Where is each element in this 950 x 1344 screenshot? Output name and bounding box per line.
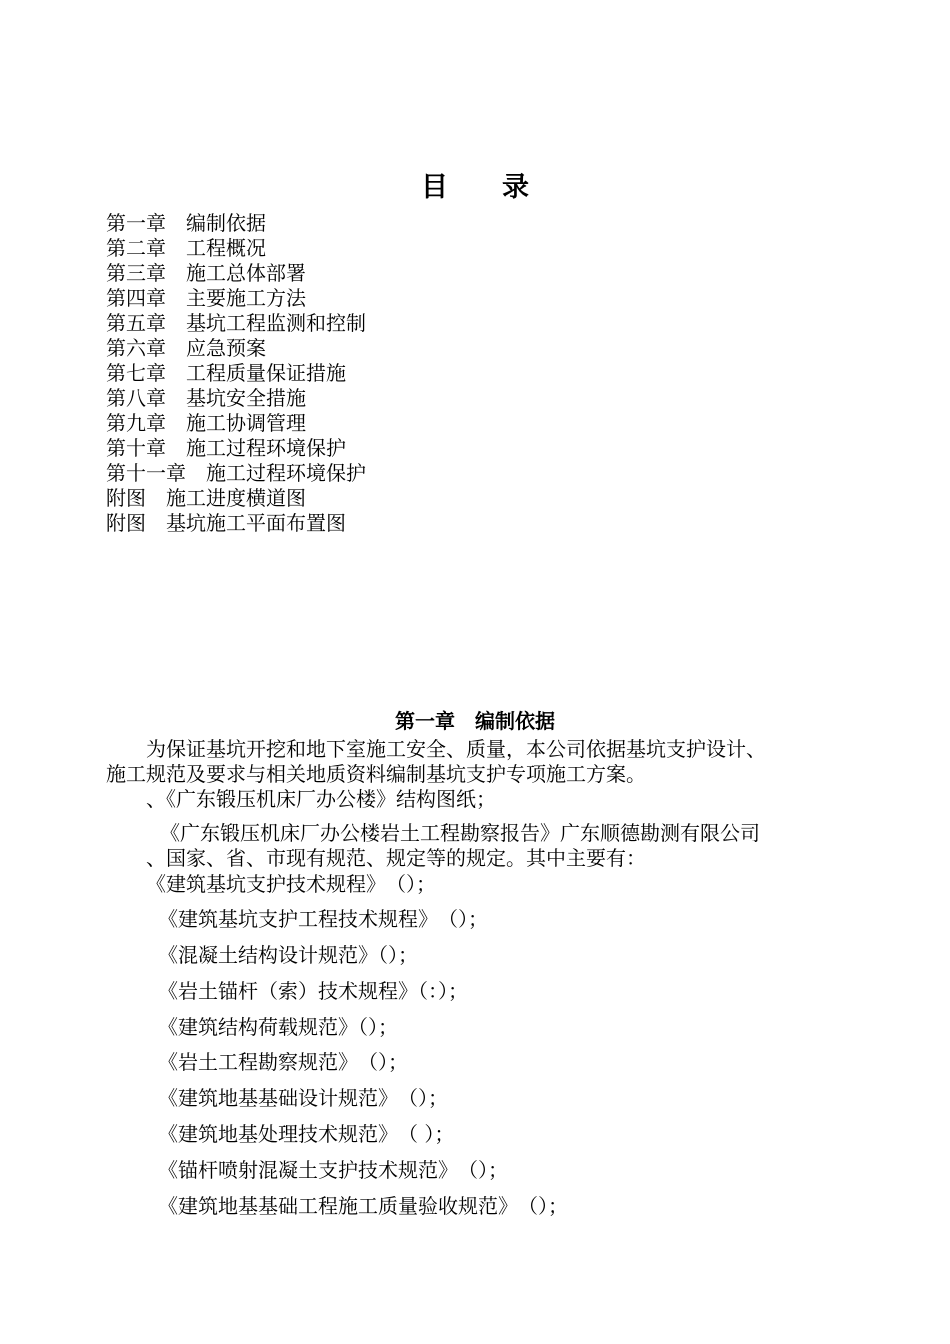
standard-item: 《混凝土结构设计规范》（）； bbox=[158, 943, 418, 967]
toc-item-number: 第七章 bbox=[106, 361, 166, 385]
standard-item: 《建筑基坑支护工程技术规程》 （）； bbox=[158, 907, 488, 931]
toc-item-number: 第四章 bbox=[106, 286, 166, 310]
standard-item: 《建筑地基基础设计规范》 （）； bbox=[158, 1086, 448, 1110]
toc-item-title: 工程质量保证措施 bbox=[186, 361, 346, 385]
toc-item-number: 附图 bbox=[106, 511, 146, 535]
chapter-heading bbox=[0, 707, 950, 735]
toc-item bbox=[106, 411, 366, 436]
toc-item-number: 第二章 bbox=[106, 236, 166, 260]
toc-item-title: 主要施工方法 bbox=[186, 286, 306, 310]
standard-item: 《锚杆喷射混凝土支护技术规范》 （）； bbox=[158, 1158, 508, 1182]
toc-item bbox=[106, 361, 366, 386]
intro-paragraph-line-1: 为保证基坑开挖和地下室施工安全、质量，本公司依据基坑支护设计、 bbox=[146, 737, 766, 761]
toc-title-right: 录 bbox=[502, 172, 529, 203]
toc-item-number: 第八章 bbox=[106, 386, 166, 410]
toc-list bbox=[106, 211, 366, 536]
standard-item: 《岩土锚杆（索）技术规程》（：）； bbox=[158, 979, 468, 1003]
toc-item-title: 基坑安全措施 bbox=[186, 386, 306, 410]
toc-title-left: 目 bbox=[421, 172, 448, 203]
toc-title bbox=[0, 168, 950, 208]
toc-item bbox=[106, 511, 366, 536]
toc-item bbox=[106, 261, 366, 286]
toc-item bbox=[106, 311, 366, 336]
toc-item-title: 编制依据 bbox=[186, 211, 266, 235]
basis-item-drawings: 、《广东锻压机床厂办公楼》结构图纸； bbox=[146, 787, 496, 811]
toc-item bbox=[106, 336, 366, 361]
standard-item: 《建筑地基基础工程施工质量验收规范》 （）； bbox=[158, 1194, 568, 1218]
toc-item-title: 应急预案 bbox=[186, 336, 266, 360]
basis-item-survey-report: 《广东锻压机床厂办公楼岩土工程勘察报告》广东顺德勘测有限公司 bbox=[160, 821, 760, 845]
standard-item: 《建筑基坑支护技术规程》 （）； bbox=[146, 872, 436, 896]
toc-item bbox=[106, 286, 366, 311]
toc-item-title: 施工总体部署 bbox=[186, 261, 306, 285]
toc-item-title: 基坑施工平面布置图 bbox=[166, 511, 346, 535]
standard-item: 《建筑结构荷载规范》（）； bbox=[158, 1015, 398, 1039]
toc-item bbox=[106, 486, 366, 511]
toc-item-number: 附图 bbox=[106, 486, 146, 510]
toc-item-title: 工程概况 bbox=[186, 236, 266, 260]
toc-item-number: 第五章 bbox=[106, 311, 166, 335]
toc-item bbox=[106, 436, 366, 461]
toc-item-title: 施工过程环境保护 bbox=[186, 436, 346, 460]
toc-item-number: 第十章 bbox=[106, 436, 166, 460]
intro-paragraph-line-2: 施工规范及要求与相关地质资料编制基坑支护专项施工方案。 bbox=[106, 762, 646, 786]
standard-item: 《岩土工程勘察规范》 （）； bbox=[158, 1050, 408, 1074]
chapter-title: 编制依据 bbox=[475, 709, 555, 733]
toc-item-number: 第三章 bbox=[106, 261, 166, 285]
chapter-number: 第一章 bbox=[395, 709, 455, 733]
basis-item-regulations: 、国家、省、市现有规范、规定等的规定。其中主要有： bbox=[146, 846, 646, 870]
toc-item-number: 第一章 bbox=[106, 211, 166, 235]
toc-item bbox=[106, 211, 366, 236]
toc-item-number: 第六章 bbox=[106, 336, 166, 360]
toc-item bbox=[106, 236, 366, 261]
toc-item-title: 施工过程环境保护 bbox=[206, 461, 366, 485]
toc-item-title: 施工协调管理 bbox=[186, 411, 306, 435]
toc-item-number: 第九章 bbox=[106, 411, 166, 435]
toc-item bbox=[106, 386, 366, 411]
toc-item-number: 第十一章 bbox=[106, 461, 186, 485]
standard-item: 《建筑地基处理技术规范》 （ ）； bbox=[158, 1122, 455, 1146]
toc-item bbox=[106, 461, 366, 486]
toc-item-title: 施工进度横道图 bbox=[166, 486, 306, 510]
toc-item-title: 基坑工程监测和控制 bbox=[186, 311, 366, 335]
